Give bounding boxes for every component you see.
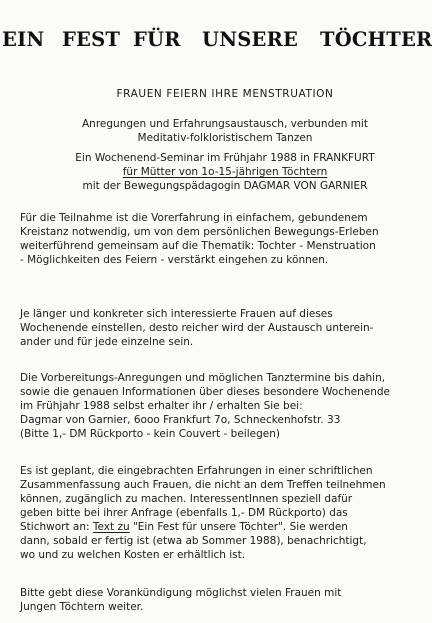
title-word: FEST <box>62 28 121 51</box>
title-word: TÖCHTER <box>320 28 432 51</box>
text-line: Zusammenfassung auch Frauen, die nicht an dem Treffen teilnehmen <box>20 479 386 491</box>
text-line: Kreistanz notwendig, um von dem persönlichen Bewegungs-Erleben <box>20 226 379 238</box>
text-line: Es ist geplant, die eingebrachten Erfahrungen in einer schriftlichen <box>20 465 373 477</box>
text-line: Jungen Töchtern weiter. <box>20 601 144 613</box>
paragraph-preparation <box>20 307 420 349</box>
text-line: Die Vorbereitungs-Anregungen und möglichen Tanztermine bis dahin, <box>20 372 386 384</box>
text-line: dann, sobald er fertig ist (etwa ab Sommer 1988), benachrichtigt, <box>20 535 367 547</box>
intro-line: Anregungen und Erfahrungsaustausch, verbunden mit <box>82 118 368 130</box>
text-line: Wochenende einstellen, desto reicher wird der Austausch unterein- <box>20 322 374 334</box>
text-line: sowie die genauen Informationen über dieses besondere Wochenende <box>20 386 391 398</box>
title-word: EIN <box>2 28 45 51</box>
text-line: Für die Teilnahme ist die Vorerfahrung in einfachem, gebundenem <box>20 212 368 224</box>
intro-line: Ein Wochenend-Seminar im Frühjahr 1988 in FRANKFURT <box>75 152 375 164</box>
title-word: FÜR <box>133 28 181 51</box>
text-line: weiterführend gemeinsam auf die Thematik: Tochter - Menstruation <box>20 240 376 252</box>
intro-line: Meditativ-folkloristischem Tanzen <box>137 132 313 144</box>
subtitle: FRAUEN FEIERN IHRE MENSTRUATION <box>116 88 334 100</box>
text-line: - Möglichkeiten des Feiern - verstärkt eingehen zu können. <box>20 254 329 266</box>
audience-underlined: für Mütter von 1o-15-jährigen Töchtern <box>122 166 328 178</box>
text-line: ander und für jede einzelne sein. <box>20 336 194 348</box>
paragraph-contact <box>20 371 420 441</box>
text-line: Je länger und konkreter sich interessierte Frauen auf dieses <box>20 308 333 320</box>
text-line: können, zugänglich zu machen. InteressentInnen speziell dafür <box>20 493 353 505</box>
text-line: wo und zu welchen Kosten er erhältlich ist. <box>20 549 246 561</box>
keyword-underlined: Text zu <box>92 521 130 533</box>
intro-line: mit der Bewegungspädagogin DAGMAR VON GARNIER <box>82 180 368 192</box>
text-line <box>20 520 420 534</box>
text-line: geben bitte bei ihrer Anfrage (ebenfalls 1,- DM Rückporto) das <box>20 507 348 519</box>
text-line: Bitte gebt diese Vorankündigung möglichst vielen Frauen mit <box>20 587 342 599</box>
intro-line <box>40 166 410 178</box>
title-word: UNSERE <box>202 28 299 51</box>
paragraph-summary <box>20 464 420 562</box>
text-line: im Frühjahr 1988 selbst erhalter ihr / erhalten Sie bei: <box>20 400 303 412</box>
paragraph-closing <box>20 586 420 614</box>
text-run: Stichwort an: <box>20 521 93 533</box>
text-line: (Bitte 1,- DM Rückporto - kein Couvert - beilegen) <box>20 428 280 440</box>
paragraph-participation <box>20 211 420 267</box>
address-line: Dagmar von Garnier, 6ooo Frankfurt 7o, Schneckenhofstr. 33 <box>20 414 341 426</box>
text-run: "Ein Fest für unsere Töchter". Sie werden <box>129 521 348 533</box>
